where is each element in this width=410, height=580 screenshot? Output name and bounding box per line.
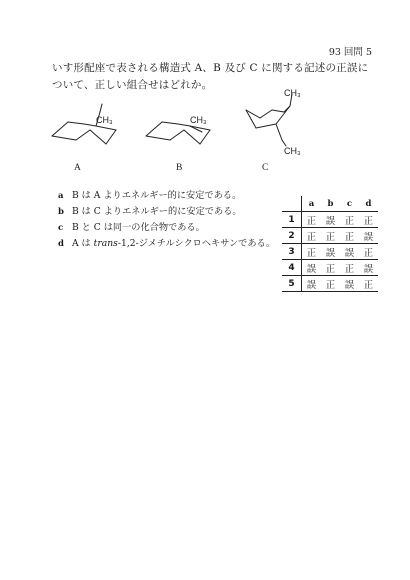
statement-b (58, 204, 275, 220)
answer-row-3 (282, 244, 378, 260)
structure-c-label: C (262, 163, 269, 173)
cell-b: 誤 (321, 212, 340, 228)
row-number: 5 (282, 276, 302, 292)
cell-d: 正 (359, 244, 378, 260)
answer-row-2 (282, 228, 378, 244)
statement-letter: c (58, 223, 64, 233)
row-number: 2 (282, 228, 302, 244)
statement-text: B と C は同一の化合物である。 (72, 222, 205, 233)
cell-d: 誤 (359, 228, 378, 244)
cell-a: 正 (302, 244, 322, 260)
cell-a: 誤 (302, 260, 322, 276)
structure-c-ch3-top: CH₃ (284, 88, 301, 98)
row-number: 1 (282, 212, 302, 228)
cell-c: 誤 (340, 244, 359, 260)
cell-a: 誤 (302, 276, 322, 292)
statement-letter: b (58, 207, 64, 217)
cell-c: 正 (340, 228, 359, 244)
page-id: 93 回問 5 (328, 47, 372, 58)
cell-c: 正 (340, 260, 359, 276)
header-c: c (340, 196, 359, 212)
structure-a-label: A (74, 163, 81, 173)
statement-text: B は C よりエネルギー的に安定である。 (72, 206, 242, 217)
structure-b-ch3: CH₃ (190, 115, 207, 125)
header-b: b (321, 196, 340, 212)
answer-row-4 (282, 260, 378, 276)
cell-d: 正 (359, 212, 378, 228)
structure-b-label: B (176, 163, 183, 173)
cell-d: 正 (359, 276, 378, 292)
cell-c: 誤 (340, 276, 359, 292)
row-number: 3 (282, 244, 302, 260)
structure-c-ch3-bottom: CH₃ (284, 146, 301, 156)
statement-letter: d (58, 239, 64, 249)
structure-a-ch3: CH₃ (96, 115, 113, 125)
answer-table-corner (282, 196, 302, 212)
statement-d (58, 236, 275, 252)
chair-structures (40, 84, 310, 176)
answer-table (282, 196, 378, 292)
answer-row-1 (282, 212, 378, 228)
cell-b: 正 (321, 276, 340, 292)
statement-a (58, 188, 275, 204)
statement-text-suffix: -1,2-ジメチルシクロヘキサンである。 (117, 238, 275, 249)
cell-a: 正 (302, 228, 322, 244)
cell-b: 正 (321, 228, 340, 244)
header-a: a (302, 196, 322, 212)
row-number: 4 (282, 260, 302, 276)
statements-list (58, 188, 275, 252)
statement-letter: a (58, 191, 64, 201)
cell-b: 正 (321, 260, 340, 276)
question-text: いす形配座で表される構造式 A、B 及び C に関する記述の正誤について、正しい組合せはどれか。 (52, 62, 369, 91)
structure-c (246, 94, 292, 146)
statement-text-prefix: A は (72, 238, 94, 249)
statement-text: B は A よりエネルギー的に安定である。 (72, 190, 242, 201)
header-d: d (359, 196, 378, 212)
cell-a: 正 (302, 212, 322, 228)
cell-b: 誤 (321, 244, 340, 260)
answer-table-header-row (282, 196, 378, 212)
statement-text-italic: trans (93, 238, 118, 249)
cell-c: 正 (340, 212, 359, 228)
statement-c (58, 220, 275, 236)
structure-b (146, 122, 210, 144)
cell-d: 誤 (359, 260, 378, 276)
answer-row-5 (282, 276, 378, 292)
